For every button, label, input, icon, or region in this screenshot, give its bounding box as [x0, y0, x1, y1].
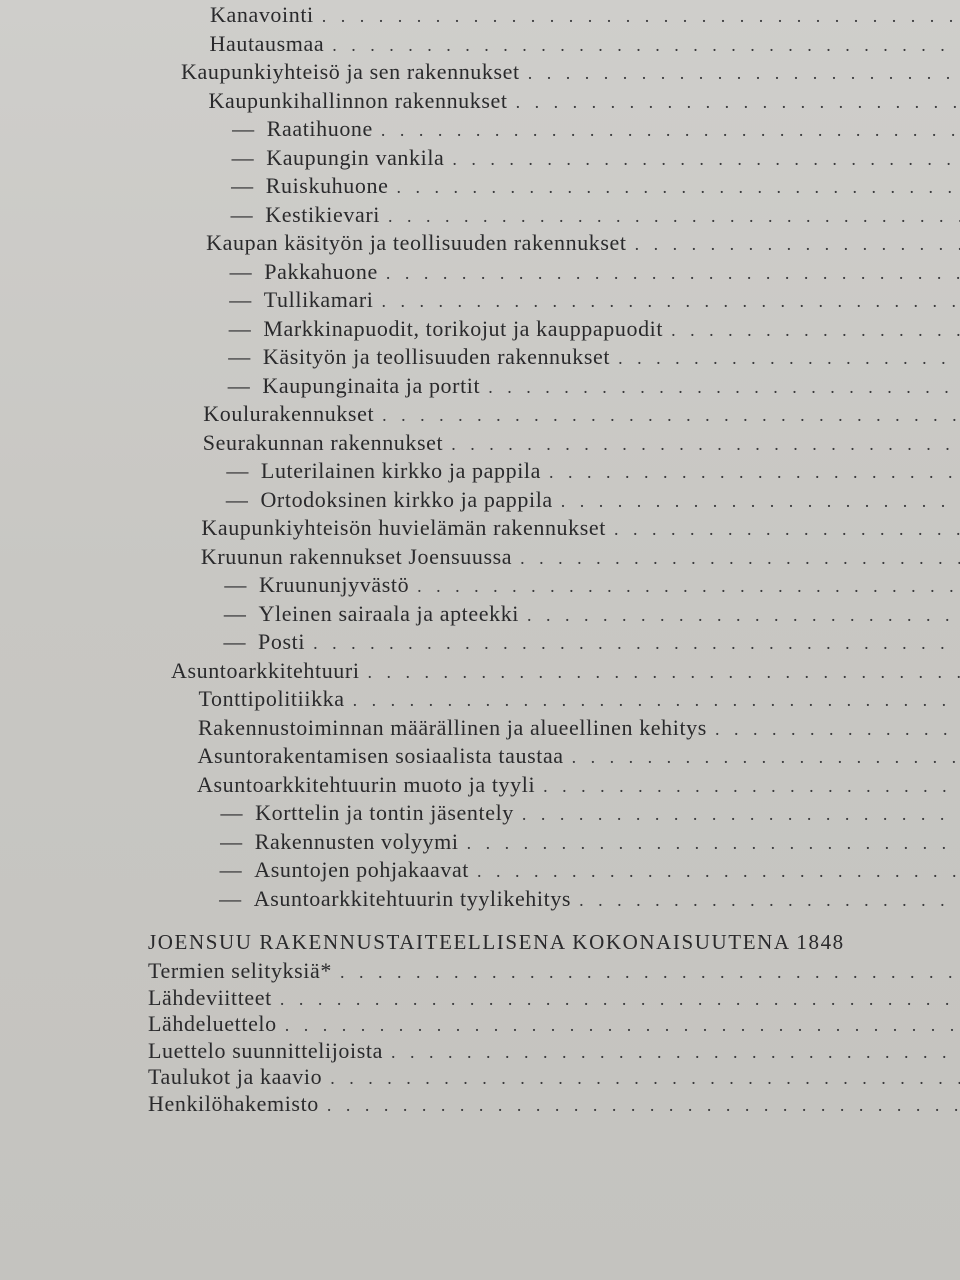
entry-dash: —	[231, 173, 254, 198]
back-matter-entry	[148, 985, 960, 1013]
toc-entry-label: Asuntorakentamisen sosiaalista taustaa	[197, 743, 564, 768]
entry-dash: —	[229, 258, 253, 284]
entry-dash: —	[227, 372, 251, 398]
toc-entry	[171, 658, 960, 686]
entry-dash: —	[232, 116, 255, 141]
toc-entry-label: Yleinen sairaala ja apteekki	[258, 600, 520, 626]
toc-entry	[198, 715, 960, 743]
toc-entry-label: Korttelin ja tontin jäsentely	[255, 800, 514, 825]
back-matter-label: Henkilöhakemisto	[148, 1090, 319, 1116]
back-matter-entry	[148, 958, 960, 986]
back-matter-entry	[148, 1011, 960, 1039]
toc-entry-label: Kruununjyvästö	[259, 572, 410, 597]
toc-entry-label: Kanavointi	[210, 2, 314, 27]
dot-leader	[543, 776, 960, 797]
entry-dash: —	[228, 344, 251, 369]
dot-leader	[520, 548, 960, 569]
toc-entry-label: Asuntoarkkitehtuuri	[170, 657, 360, 683]
dot-leader	[285, 1015, 960, 1036]
back-matter-label: Taulukot ja kaavio	[148, 1064, 323, 1089]
toc-entry-label: Koulurakennukset	[203, 401, 375, 426]
dot-leader	[549, 462, 960, 483]
toc-entry-label: Markkinapuodit, torikojut ja kauppapuodit	[263, 315, 664, 341]
toc-entry-label: Asuntoarkkitehtuurin tyylikehitys	[253, 885, 572, 911]
toc-entry	[206, 230, 960, 258]
toc-entry	[229, 287, 960, 315]
toc-entry	[198, 743, 960, 771]
dot-leader	[477, 861, 960, 882]
toc-entry-label: Tullikamari	[263, 287, 374, 312]
toc-entry	[201, 515, 960, 543]
dot-leader	[561, 491, 960, 512]
toc-entry-label: Posti	[258, 629, 306, 654]
dot-leader	[488, 377, 960, 398]
toc-entry-label: Tonttipolitiikka	[198, 686, 345, 711]
toc-entry	[223, 629, 960, 657]
back-matter-entry	[148, 1038, 960, 1066]
toc-entry	[232, 116, 960, 144]
toc-entry-label: Käsityön ja teollisuuden rakennukset	[262, 344, 611, 369]
toc-entry	[220, 829, 960, 857]
dot-leader	[527, 605, 960, 626]
dot-leader	[635, 234, 960, 255]
toc-entry-label: Seurakunnan rakennukset	[202, 429, 444, 455]
entry-dash: —	[223, 600, 247, 626]
toc-entry	[224, 601, 960, 629]
dot-leader	[671, 320, 960, 341]
dot-leader	[579, 890, 960, 911]
toc-entry	[228, 373, 960, 401]
dot-leader	[618, 348, 960, 369]
dot-leader	[330, 1068, 960, 1089]
dot-leader	[396, 177, 960, 198]
toc-entry	[203, 430, 960, 458]
dot-leader	[322, 6, 960, 27]
toc-entry-label: Ortodoksinen kirkko ja pappila	[260, 486, 553, 512]
toc-entry	[198, 686, 960, 714]
dot-leader	[340, 962, 960, 983]
toc-entry	[226, 458, 960, 486]
dot-leader	[280, 989, 960, 1010]
toc-entry-label: Kaupungin vankila	[266, 144, 445, 170]
dot-leader	[368, 662, 960, 683]
entry-dash: —	[220, 800, 244, 825]
back-matter-label: Lähdeluettelo	[148, 1011, 277, 1036]
dot-leader	[313, 633, 960, 654]
dot-leader	[528, 63, 960, 84]
toc-entry-label: Kaupunkiyhteisön huvielämän rakennukset	[201, 515, 606, 540]
entry-dash: —	[219, 885, 242, 911]
toc-entry	[220, 857, 960, 885]
entry-dash: —	[223, 629, 247, 654]
dot-leader	[516, 92, 960, 113]
toc-entry	[219, 886, 960, 914]
entry-dash: —	[224, 572, 247, 597]
toc-entry	[230, 259, 960, 287]
toc-entry	[197, 772, 960, 800]
toc-entry-label: Rakennusten volyymi	[254, 828, 459, 854]
toc-entry-label: Kaupunkiyhteisö ja sen rakennukset	[181, 59, 520, 84]
toc-entry-label: Kruunun rakennukset Joensuussa	[200, 543, 513, 569]
dot-leader	[614, 519, 960, 540]
dot-leader	[391, 1042, 960, 1063]
toc-entry	[224, 572, 960, 600]
toc-entry-label: Kestikievari	[265, 201, 380, 227]
dot-leader	[353, 690, 960, 711]
toc-entry-label: Ruiskuhuone	[265, 173, 389, 198]
dot-leader	[388, 206, 960, 227]
dot-leader	[381, 291, 960, 312]
toc-entry-label: Kaupunginaita ja portit	[262, 372, 481, 398]
back-matter-label: Luettelo suunnittelijoista	[148, 1037, 383, 1063]
toc-entry	[231, 202, 960, 230]
entry-dash: —	[220, 828, 243, 854]
dot-leader	[467, 833, 960, 854]
toc-entry	[229, 316, 960, 344]
dot-leader	[382, 405, 960, 426]
toc-entry	[209, 88, 960, 116]
toc-entry-label: Luterilainen kirkko ja pappila	[260, 458, 541, 483]
entry-dash: —	[226, 458, 249, 483]
entry-dash: —	[229, 287, 252, 312]
toc-entry	[232, 145, 960, 173]
toc-entry-label: Asuntoarkkitehtuurin muoto ja tyyli	[197, 771, 536, 797]
entry-dash: —	[228, 315, 252, 341]
entry-dash: —	[230, 201, 254, 227]
toc-entry	[210, 2, 960, 30]
back-matter-entry	[148, 1091, 960, 1119]
dot-leader	[452, 149, 960, 170]
dot-leader	[522, 804, 960, 825]
toc-entry	[203, 401, 960, 429]
back-matter-label: Termien selityksiä*	[148, 958, 332, 983]
toc-entry	[221, 800, 960, 828]
dot-leader	[327, 1095, 960, 1116]
entry-dash: —	[225, 486, 249, 512]
toc-entry-label: Rakennustoiminnan määrällinen ja alueellinen kehitys	[198, 714, 707, 740]
toc-entry	[210, 31, 960, 59]
toc-entry-label: Pakkahuone	[264, 258, 378, 284]
toc-entry	[231, 173, 960, 201]
entry-dash: —	[219, 857, 243, 882]
toc-entry-label: Kaupan käsityön ja teollisuuden rakennukset	[206, 230, 627, 255]
toc-entry	[181, 59, 960, 87]
back-matter-label: Lähdeviitteet	[148, 984, 272, 1010]
toc-entry-label: Asuntojen pohjakaavat	[254, 857, 470, 882]
toc-entry-label: Kaupunkihallinnon rakennukset	[208, 87, 508, 113]
section-heading: JOENSUU RAKENNUSTAITEELLISENA KOKONAISUUTENA 1848	[148, 930, 845, 954]
dot-leader	[332, 35, 960, 56]
dot-leader	[417, 576, 960, 597]
toc-entry	[228, 344, 960, 372]
dot-leader	[381, 120, 960, 141]
toc-entry-label: Raatihuone	[266, 116, 373, 141]
dot-leader	[715, 719, 960, 740]
dot-leader	[572, 747, 960, 768]
entry-dash: —	[231, 144, 255, 170]
back-matter-entry	[148, 1064, 960, 1092]
toc-entry-label: Hautausmaa	[209, 30, 325, 56]
dot-leader	[451, 434, 960, 455]
dot-leader	[386, 263, 960, 284]
toc-entry	[226, 487, 960, 515]
toc-entry	[201, 544, 960, 572]
